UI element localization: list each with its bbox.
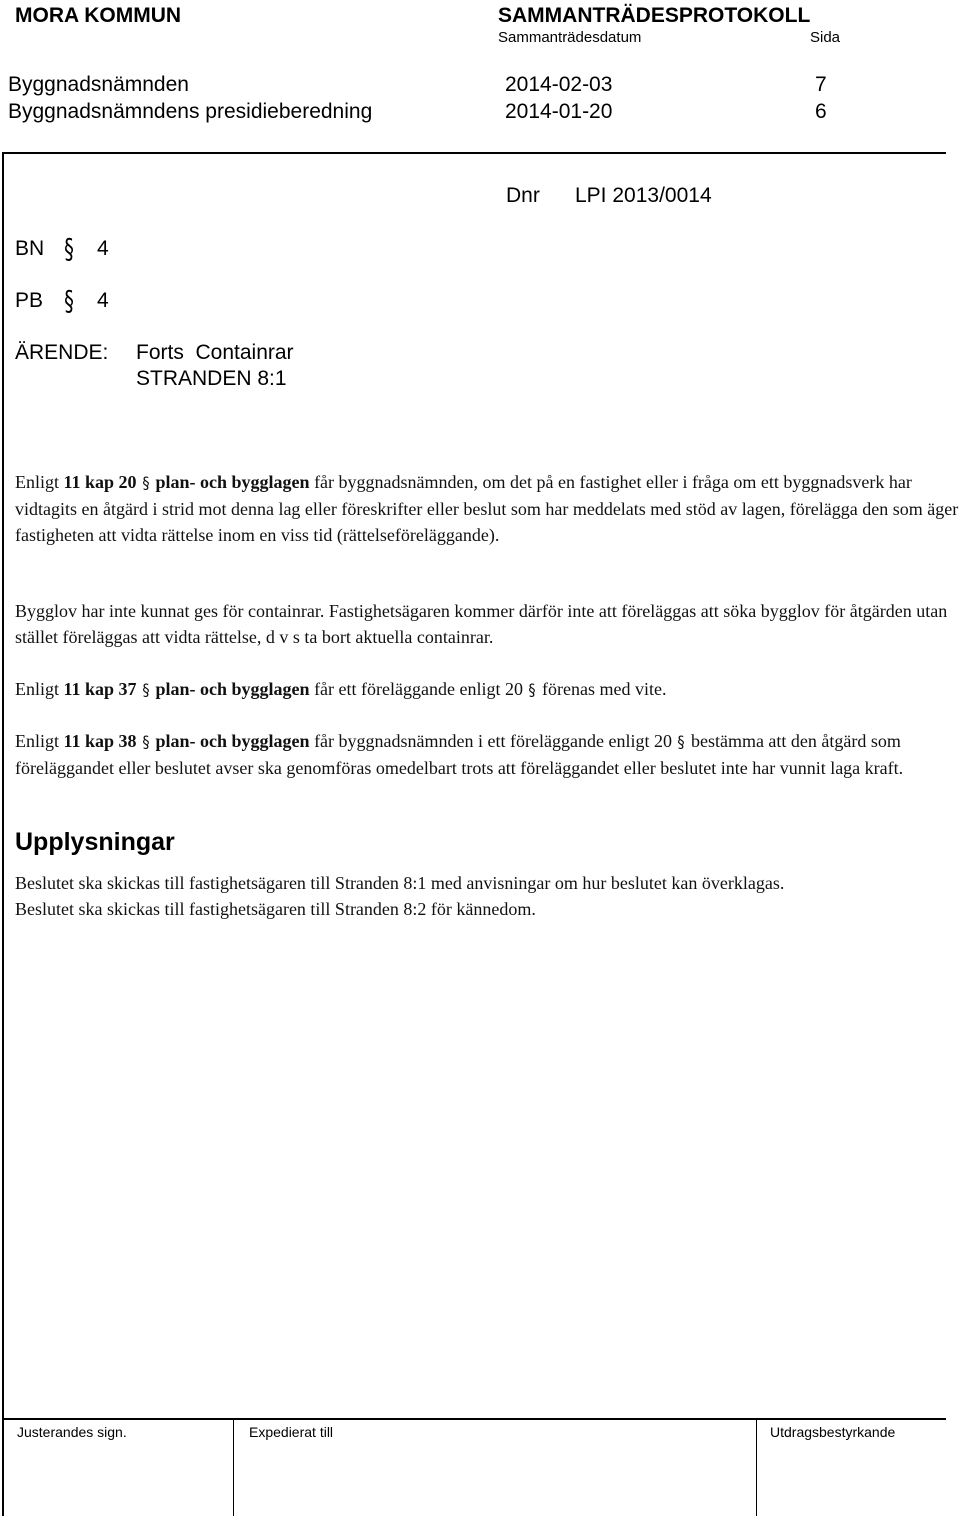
paragraph-symbol: § xyxy=(142,732,150,751)
dnr-label: Dnr xyxy=(506,184,540,207)
arende-title: Forts Containrar xyxy=(136,341,294,364)
page-column-label: Sida xyxy=(810,29,841,46)
text-run: förenas med vite. xyxy=(541,679,667,699)
frame-left-rule xyxy=(2,152,4,1516)
law-name: plan- och bygglagen xyxy=(155,472,310,492)
body-paragraph xyxy=(15,728,960,781)
committee-name: Byggnadsnämnden xyxy=(8,73,189,96)
text-run: Enligt xyxy=(15,731,59,751)
page-number: 7 xyxy=(815,73,827,96)
body-paragraph: Bygglov har inte kunnat ges för containrar. Fastighetsägaren kommer därför inte att föreläggas att söka bygglov för åtgärden utan stället föreläggas att vidta rättelse, d v s ta bort aktuella containrar. xyxy=(15,601,948,647)
paragraph-symbol: § xyxy=(528,680,537,699)
arende-label: ÄRENDE: xyxy=(15,341,109,364)
text-run: Enligt xyxy=(15,472,59,492)
paragraph-symbol: § xyxy=(677,732,686,751)
meeting-date: 2014-02-03 xyxy=(505,73,613,96)
paragraph-symbol: § xyxy=(64,232,74,265)
committee-name: Byggnadsnämndens presidieberedning xyxy=(8,100,373,123)
frame-top-rule xyxy=(2,152,946,154)
meeting-date: 2014-01-20 xyxy=(505,100,613,123)
section-label: PB xyxy=(15,289,44,312)
law-name: plan- och bygglagen xyxy=(155,679,310,699)
justerandes-sign-label: Justerandes sign. xyxy=(17,1424,127,1440)
section-number: 4 xyxy=(97,237,109,260)
info-line: Beslutet ska skickas till fastighetsägaren till Stranden 8:2 för kännedom. xyxy=(15,899,536,919)
law-name: plan- och bygglagen xyxy=(155,731,310,751)
body-paragraph xyxy=(15,676,960,703)
paragraph-symbol: § xyxy=(142,473,150,492)
law-reference: 11 kap 20 xyxy=(63,472,137,492)
text-run: får byggnadsnämnden, om det på en fastighet eller i fråga om ett byggnadsverk har vidtagits en åtgärd i strid mot denna lag eller föreskrifter eller beslut som har meddelats med stöd av lagen, förelägga den som äger fastigheten att vidta rättelse inom en viss tid (rättelseföreläggande). xyxy=(15,472,959,545)
footer-divider xyxy=(756,1418,757,1516)
org-name: MORA KOMMUN xyxy=(15,4,182,27)
text-run: Enligt xyxy=(15,679,59,699)
expedierat-till-label: Expedierat till xyxy=(249,1424,334,1440)
paragraph-symbol: § xyxy=(64,284,74,317)
paragraph-symbol: § xyxy=(142,680,150,699)
info-line: Beslutet ska skickas till fastighetsägaren till Stranden 8:1 med anvisningar om hur beslutet kan överklagas. xyxy=(15,873,785,893)
law-reference: 11 kap 37 xyxy=(63,679,137,699)
text-run: får ett föreläggande enligt 20 xyxy=(314,679,523,699)
utdragsbestyrkande-label: Utdragsbestyrkande xyxy=(770,1424,896,1440)
footer-divider xyxy=(233,1418,234,1516)
upplysningar-heading: Upplysningar xyxy=(15,828,175,856)
section-number: 4 xyxy=(97,289,109,312)
page-number: 6 xyxy=(815,100,827,123)
arende-property: STRANDEN 8:1 xyxy=(136,367,287,390)
dnr-value: LPI 2013/0014 xyxy=(575,184,712,207)
date-column-label: Sammanträdesdatum xyxy=(498,29,642,46)
section-label: BN xyxy=(15,237,45,260)
footer-rule xyxy=(2,1418,946,1420)
document-type: SAMMANTRÄDESPROTOKOLL xyxy=(498,4,811,27)
info-list xyxy=(15,870,960,922)
body-paragraph xyxy=(15,469,960,548)
text-run: får byggnadsnämnden i ett föreläggande enligt 20 xyxy=(314,731,672,751)
text-run: bestämma att den åtgärd som föreläggandet eller beslutet avser ska genomföras omedelbart trots att föreläggandet eller beslutet inte har vunnit laga kraft. xyxy=(15,731,904,778)
law-reference: 11 kap 38 xyxy=(63,731,137,751)
